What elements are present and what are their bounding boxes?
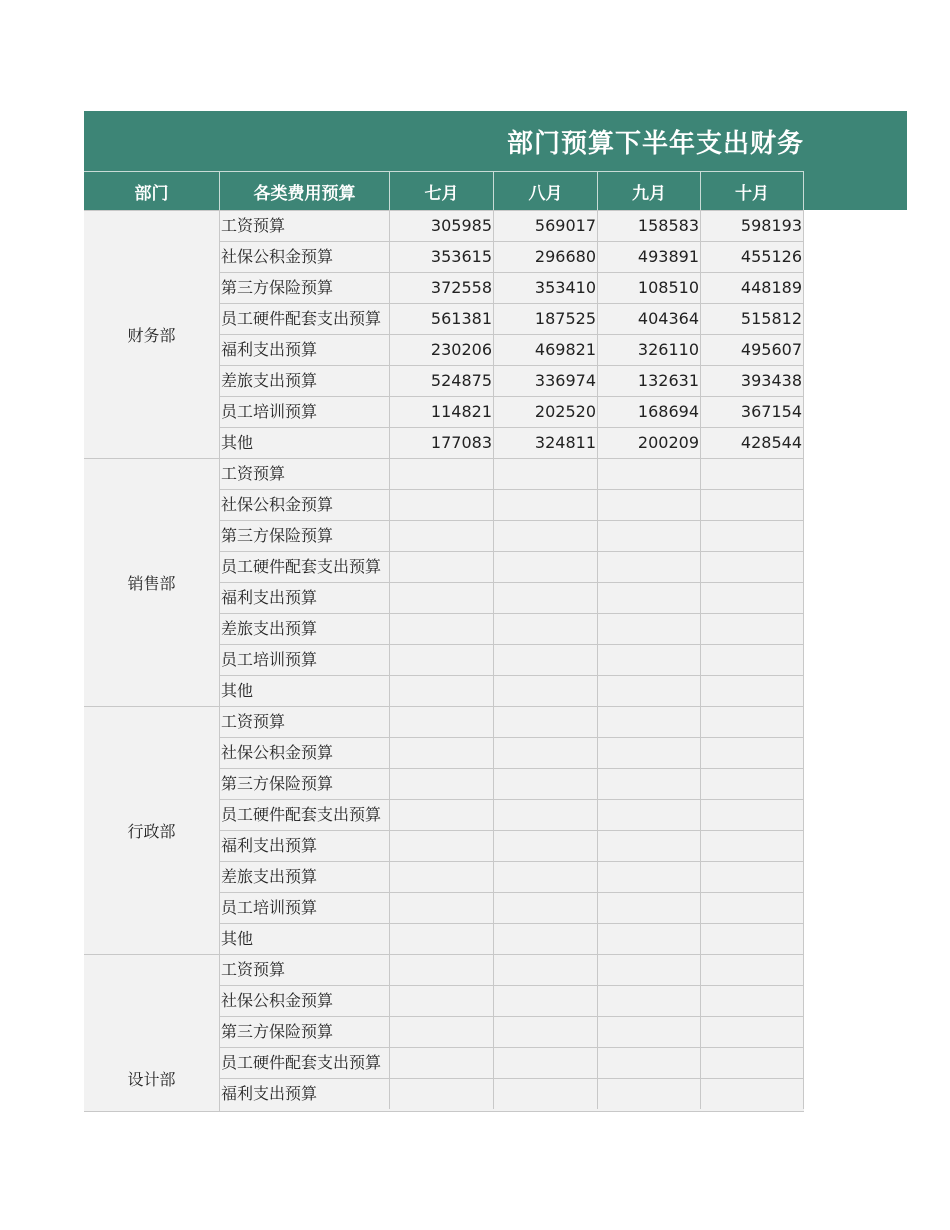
value-cell[interactable] [598,861,701,892]
value-cell[interactable] [701,706,804,737]
value-cell[interactable] [598,458,701,489]
value-cell[interactable]: 524875 [390,365,494,396]
value-cell[interactable] [494,954,598,985]
category-cell[interactable]: 差旅支出预算 [220,365,390,396]
value-cell[interactable] [701,675,804,706]
sheet-title: 部门预算下半年支出财务 [506,128,804,159]
value-cell[interactable] [390,1016,494,1047]
value-cell[interactable] [598,675,701,706]
value-cell[interactable]: 515812 [701,303,804,334]
value-cell[interactable] [494,675,598,706]
table-row [220,923,804,954]
value-cell[interactable]: 353410 [494,272,598,303]
value-cell[interactable]: 132631 [598,365,701,396]
category-cell[interactable]: 福利支出预算 [220,334,390,365]
category-cell[interactable]: 福利支出预算 [220,1078,390,1109]
category-cell[interactable]: 工资预算 [220,458,390,489]
value-cell[interactable]: 324811 [494,427,598,458]
value-cell[interactable] [494,799,598,830]
category-cell[interactable]: 差旅支出预算 [220,861,390,892]
category-cell[interactable]: 其他 [220,923,390,954]
value-cell[interactable] [701,489,804,520]
value-cell[interactable] [598,954,701,985]
dept-cell[interactable]: 财务部 [84,210,220,458]
table-row [220,799,804,830]
value-cell[interactable]: 493891 [598,241,701,272]
header-september[interactable]: 九月 [598,171,701,210]
value-cell[interactable]: 495607 [701,334,804,365]
value-cell[interactable]: 404364 [598,303,701,334]
table-row [220,303,804,334]
category-cell[interactable]: 福利支出预算 [220,830,390,861]
value-cell[interactable] [598,706,701,737]
value-cell[interactable] [390,1078,494,1109]
value-cell[interactable] [390,799,494,830]
value-cell[interactable]: 114821 [390,396,494,427]
table-row [220,861,804,892]
value-cell[interactable] [390,954,494,985]
table-row [220,334,804,365]
value-cell[interactable]: 326110 [598,334,701,365]
category-cell[interactable]: 员工硬件配套支出预算 [220,1047,390,1078]
category-cell[interactable]: 工资预算 [220,706,390,737]
header-category[interactable]: 各类费用预算 [220,171,390,210]
table-row [220,613,804,644]
value-cell[interactable]: 393438 [701,365,804,396]
value-cell[interactable] [701,985,804,1016]
value-cell[interactable]: 598193 [701,210,804,241]
value-cell[interactable] [598,582,701,613]
value-cell[interactable] [701,799,804,830]
value-cell[interactable] [390,551,494,582]
value-cell[interactable] [494,551,598,582]
table-row [220,396,804,427]
category-cell[interactable]: 员工硬件配套支出预算 [220,303,390,334]
table-row [220,892,804,923]
category-cell[interactable]: 工资预算 [220,210,390,241]
value-cell[interactable] [598,489,701,520]
table-row [220,985,804,1016]
value-cell[interactable]: 353615 [390,241,494,272]
value-cell[interactable] [701,923,804,954]
table-row [220,737,804,768]
value-cell[interactable]: 177083 [390,427,494,458]
value-cell[interactable] [598,520,701,551]
table-row [220,241,804,272]
value-cell[interactable] [390,520,494,551]
category-cell[interactable]: 第三方保险预算 [220,272,390,303]
table-row [220,520,804,551]
value-cell[interactable] [598,737,701,768]
table-row [220,551,804,582]
category-cell[interactable]: 员工培训预算 [220,644,390,675]
value-cell[interactable] [701,582,804,613]
value-cell[interactable]: 187525 [494,303,598,334]
value-cell[interactable] [390,923,494,954]
category-cell[interactable]: 社保公积金预算 [220,489,390,520]
value-cell[interactable] [390,644,494,675]
value-cell[interactable] [390,768,494,799]
table-row [220,954,804,985]
value-cell[interactable] [701,1047,804,1078]
table-row [220,768,804,799]
value-cell[interactable]: 168694 [598,396,701,427]
value-cell[interactable] [390,458,494,489]
table-row [220,582,804,613]
table-row [220,830,804,861]
value-cell[interactable]: 448189 [701,272,804,303]
category-cell[interactable]: 社保公积金预算 [220,241,390,272]
category-cell[interactable]: 第三方保险预算 [220,768,390,799]
budget-table [84,210,804,1112]
value-cell[interactable] [494,706,598,737]
value-cell[interactable] [390,737,494,768]
value-cell[interactable]: 230206 [390,334,494,365]
table-row [220,272,804,303]
value-cell[interactable]: 108510 [598,272,701,303]
value-cell[interactable] [701,520,804,551]
value-cell[interactable] [701,892,804,923]
value-cell[interactable] [390,830,494,861]
dept-cell[interactable]: 行政部 [84,706,220,954]
value-cell[interactable] [598,892,701,923]
value-cell[interactable] [701,613,804,644]
category-cell[interactable]: 差旅支出预算 [220,613,390,644]
value-cell[interactable] [598,1047,701,1078]
value-cell[interactable]: 428544 [701,427,804,458]
value-cell[interactable] [494,892,598,923]
value-cell[interactable] [390,861,494,892]
value-cell[interactable] [701,1078,804,1109]
value-cell[interactable] [701,861,804,892]
category-cell[interactable]: 员工硬件配套支出预算 [220,551,390,582]
category-cell[interactable]: 员工硬件配套支出预算 [220,799,390,830]
table-row [220,489,804,520]
value-cell[interactable] [390,1047,494,1078]
value-cell[interactable] [494,520,598,551]
value-cell[interactable] [598,551,701,582]
value-cell[interactable]: 200209 [598,427,701,458]
category-cell[interactable]: 员工培训预算 [220,396,390,427]
value-cell[interactable]: 305985 [390,210,494,241]
value-cell[interactable] [494,1047,598,1078]
value-cell[interactable] [598,923,701,954]
value-cell[interactable] [494,861,598,892]
category-cell[interactable]: 工资预算 [220,954,390,985]
value-cell[interactable] [598,613,701,644]
value-cell[interactable] [701,644,804,675]
value-cell[interactable] [494,737,598,768]
value-cell[interactable] [598,799,701,830]
value-cell[interactable]: 372558 [390,272,494,303]
dept-cell[interactable]: 销售部 [84,458,220,706]
table-row [220,427,804,458]
header-august[interactable]: 八月 [494,171,598,210]
value-cell[interactable]: 455126 [701,241,804,272]
table-row [220,1016,804,1047]
category-cell[interactable]: 员工培训预算 [220,892,390,923]
header-july[interactable]: 七月 [390,171,494,210]
value-cell[interactable]: 158583 [598,210,701,241]
value-cell[interactable] [494,985,598,1016]
value-cell[interactable] [598,1016,701,1047]
value-cell[interactable]: 296680 [494,241,598,272]
value-cell[interactable] [494,644,598,675]
category-cell[interactable]: 其他 [220,427,390,458]
value-cell[interactable] [598,644,701,675]
dept-cell[interactable]: 设计部 [84,954,220,1112]
table-row [220,644,804,675]
value-cell[interactable]: 561381 [390,303,494,334]
value-cell[interactable] [598,768,701,799]
value-cell[interactable] [701,1016,804,1047]
category-cell[interactable]: 第三方保险预算 [220,520,390,551]
value-cell[interactable] [494,768,598,799]
header-october[interactable]: 十月 [701,171,804,210]
value-cell[interactable] [494,923,598,954]
value-cell[interactable]: 469821 [494,334,598,365]
value-cell[interactable]: 202520 [494,396,598,427]
value-cell[interactable] [701,768,804,799]
value-cell[interactable] [494,582,598,613]
value-cell[interactable] [494,489,598,520]
value-cell[interactable]: 569017 [494,210,598,241]
value-cell[interactable] [494,458,598,489]
value-cell[interactable] [598,1078,701,1109]
value-cell[interactable] [390,985,494,1016]
value-cell[interactable] [390,489,494,520]
value-cell[interactable]: 367154 [701,396,804,427]
category-cell[interactable]: 第三方保险预算 [220,1016,390,1047]
value-cell[interactable]: 336974 [494,365,598,396]
table-row [220,1078,804,1109]
value-cell[interactable] [701,458,804,489]
category-cell[interactable]: 社保公积金预算 [220,985,390,1016]
category-cell[interactable]: 福利支出预算 [220,582,390,613]
value-cell[interactable] [701,830,804,861]
value-cell[interactable] [598,830,701,861]
category-cell[interactable]: 社保公积金预算 [220,737,390,768]
value-cell[interactable] [390,892,494,923]
value-cell[interactable] [494,613,598,644]
value-cell[interactable] [390,675,494,706]
category-cell[interactable]: 其他 [220,675,390,706]
value-cell[interactable] [390,613,494,644]
value-cell[interactable] [390,582,494,613]
value-cell[interactable] [494,830,598,861]
table-row [220,706,804,737]
table-row [220,675,804,706]
value-cell[interactable] [390,706,494,737]
table-row [220,210,804,241]
value-cell[interactable] [494,1078,598,1109]
value-cell[interactable] [701,737,804,768]
table-row [220,458,804,489]
table-row [220,1047,804,1078]
table-row [220,365,804,396]
value-cell[interactable] [494,1016,598,1047]
header-dept[interactable]: 部门 [84,171,220,210]
value-cell[interactable] [701,954,804,985]
value-cell[interactable] [598,985,701,1016]
value-cell[interactable] [701,551,804,582]
